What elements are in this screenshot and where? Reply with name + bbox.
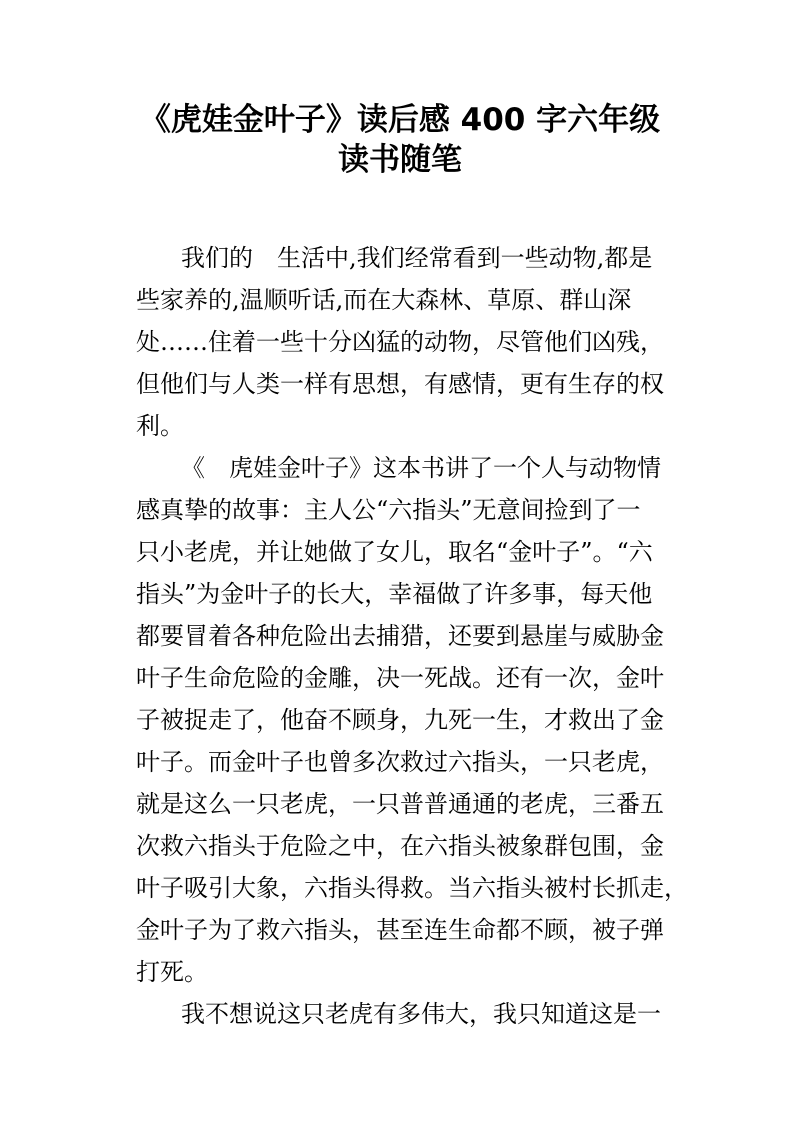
paragraph-line: 只小老虎，并让她做了女儿，取名“金叶子”。“六 [136,538,653,566]
paragraph-line: 利。 [136,412,184,440]
paragraph-line: 就是这么一只老虎，一只普普通通的老虎，三番五 [136,790,664,818]
paragraph-line: 处……住着一些十分凶猛的动物，尽管他们凶残， [136,328,664,356]
paragraph-line: 《 虎娃金叶子》这本书讲了一个人与动物情 [181,454,661,482]
paragraph-line: 指头”为金叶子的长大，幸福做了许多事，每天他 [136,580,653,608]
document-title-line-2: 读书随笔 [338,142,462,178]
paragraph-line: 打死。 [136,958,208,986]
document-title-line-1: 《虎娃金叶子》读后感 400 字六年级 [139,102,661,138]
paragraph-line: 都要冒着各种危险出去捕猎，还要到悬崖与威胁金 [136,622,664,650]
paragraph-line: 但他们与人类一样有思想，有感情，更有生存的权 [136,370,664,398]
paragraph-line: 金叶子为了救六指头，甚至连生命都不顾，被子弹 [136,916,664,944]
paragraph-line: 我不想说这只老虎有多伟大，我只知道这是一 [181,1000,661,1028]
paragraph-line: 感真挚的故事：主人公“六指头”无意间捡到了一 [136,496,641,524]
paragraph-line: 子被捉走了，他奋不顾身，九死一生，才救出了金 [136,706,664,734]
paragraph-line: 叶子。而金叶子也曾多次救过六指头，一只老虎， [136,748,664,776]
paragraph-line: 些家养的,温顺听话,而在大森林、草原、群山深 [136,286,632,314]
paragraph-line: 次救六指头于危险之中，在六指头被象群包围，金 [136,832,664,860]
paragraph-line: 叶子生命危险的金雕，决一死战。还有一次，金叶 [136,664,664,692]
paragraph-line: 我们的 生活中,我们经常看到一些动物,都是 [181,244,653,272]
paragraph-line: 叶子吸引大象，六指头得救。当六指头被村长抓走， [136,874,688,902]
